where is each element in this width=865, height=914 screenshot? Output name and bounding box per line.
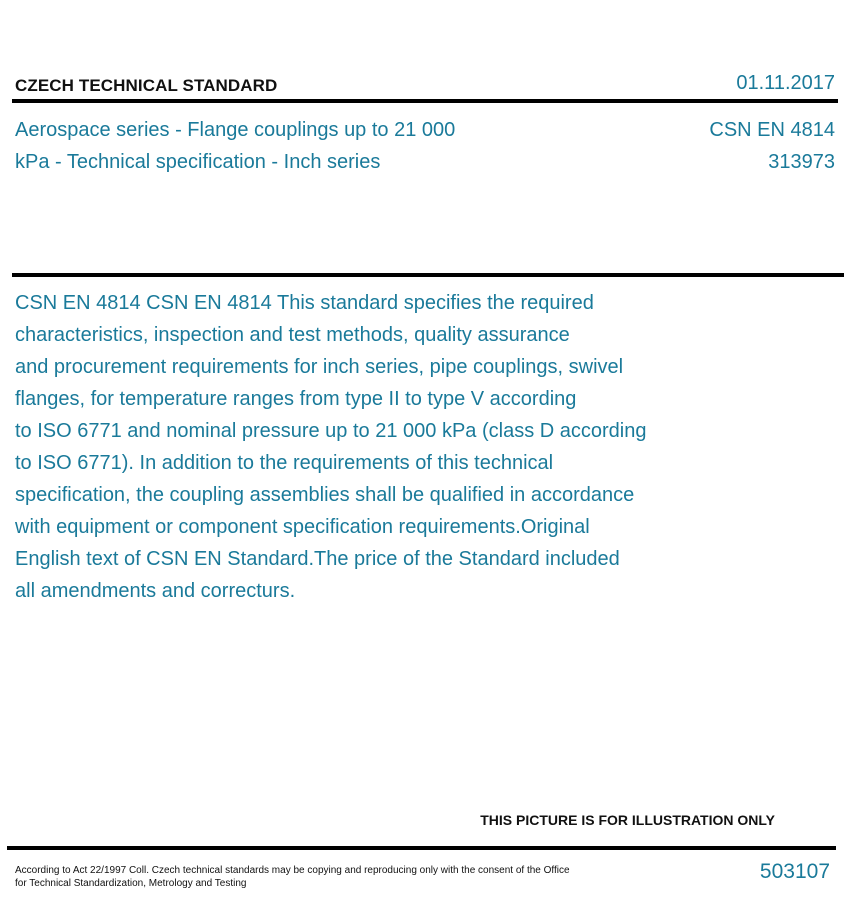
document-code: 503107 (759, 860, 830, 883)
footer-divider (7, 846, 836, 850)
standard-description: CSN EN 4814 CSN EN 4814 This standard specifies the required characteristics, inspection and test methods, quality assurance and procurement requirements for inch series, pipe couplings, swivel flanges, for temperature ranges from type II to type V according to ISO 6771 and nominal pressure up to 21 000 kPa (class D according to ISO 6771). In addition to the requirements of this technical specification, the coupling assemblies shall be qualified in accordance with equipment or component specification requirements.Original English text of CSN EN Standard.The price of the Standard included all amendments and correcturs. (15, 292, 647, 602)
title-divider (12, 273, 844, 277)
standard-title-line-1: Aerospace series - Flange couplings up to 21 000 (15, 119, 456, 141)
illustration-notice: THIS PICTURE IS FOR ILLUSTRATION ONLY (480, 812, 775, 828)
standard-code: CSN EN 4814 (709, 119, 835, 141)
header-divider (12, 99, 838, 103)
publication-date: 01.11.2017 (736, 72, 835, 94)
standard-type-label: CZECH TECHNICAL STANDARD (15, 76, 278, 95)
standard-title (15, 114, 535, 178)
legal-notice (15, 864, 585, 890)
legal-notice-line-1: According to Act 22/1997 Coll. Czech technical standards may be copying and reproducing only with the consent of the Office (15, 865, 570, 876)
legal-notice-line-2: for Technical Standardization, Metrology and Testing (15, 878, 247, 889)
catalog-number: 313973 (768, 151, 835, 173)
standard-identifier (709, 114, 835, 178)
standard-title-line-2: kPa - Technical specification - Inch series (15, 151, 381, 173)
